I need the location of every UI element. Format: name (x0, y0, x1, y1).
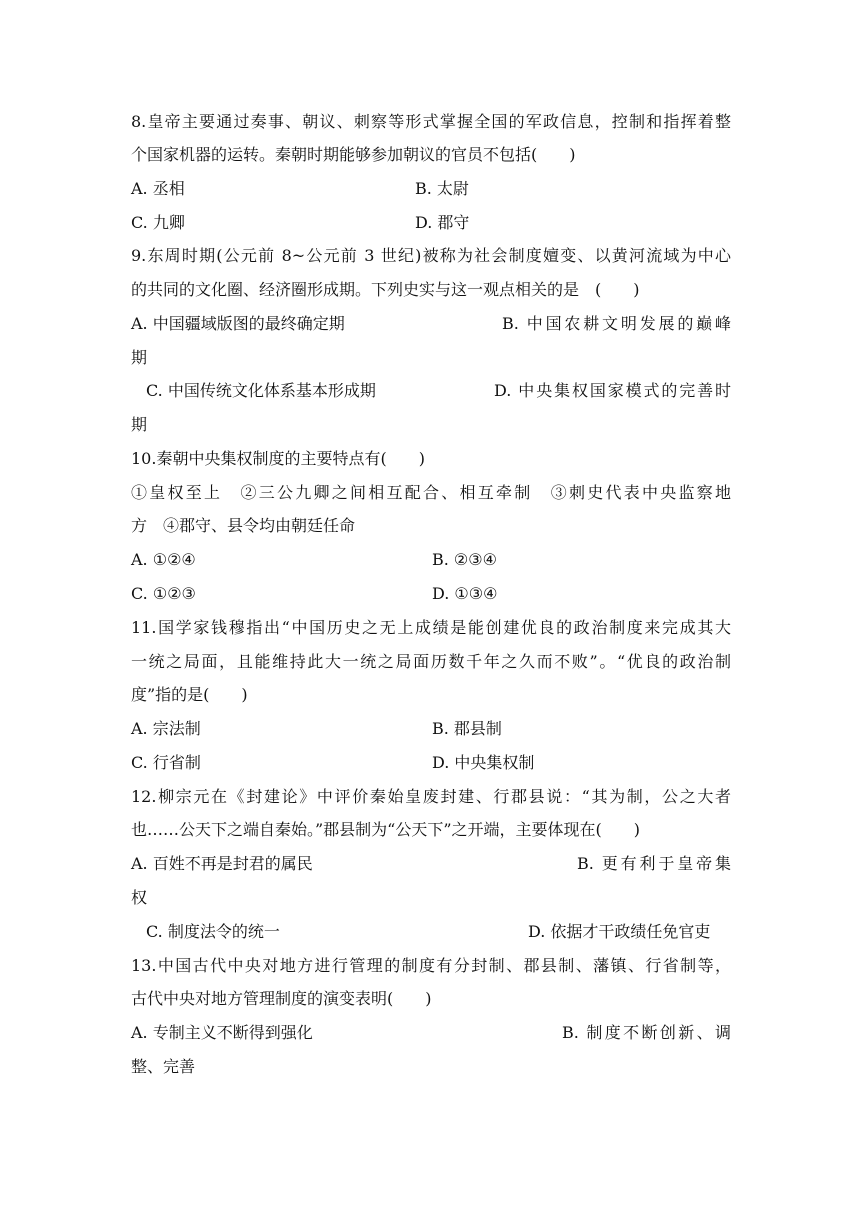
q10-option-b: B. ②③④ (432, 550, 497, 569)
q10-option-a: A. ①②④ (131, 550, 196, 569)
q13-option-b: B. 制度不断创新、调 (562, 1023, 731, 1042)
q8-option-a: A. 丞相 (131, 179, 185, 198)
q13-option-b-cont: 整、完善 (131, 1057, 196, 1076)
q11-stem-line1: 11.国学家钱穆指出“中国历史之无上成绩是能创建优良的政治制度来完成其大 (131, 618, 731, 637)
q12-option-a: A. 百姓不再是封君的属民 (131, 854, 313, 873)
q9-stem-line2: 的共同的文化圈、经济圈形成期。下列史实与这一观点相关的是 ( ) (131, 280, 640, 299)
q10-items-line2: 方 ④郡守、县令均由朝廷任命 (131, 516, 356, 535)
q8-option-c: C. 九卿 (131, 213, 185, 232)
q9-option-d: D. 中央集权国家模式的完善时 (494, 381, 731, 400)
q10-option-c: C. ①②③ (131, 584, 196, 603)
q9-option-b: B. 中国农耕文明发展的巅峰 (502, 314, 731, 333)
q13-stem-line2: 古代中央对地方管理制度的演变表明( ) (131, 989, 432, 1008)
q12-option-b: B. 更有利于皇帝集 (577, 854, 731, 873)
q12-stem-line1: 12.柳宗元在《封建论》中评价秦始皇废封建、行郡县说：“其为制，公之大者 (131, 787, 731, 806)
q8-stem-line1: 8.皇帝主要通过奏事、朝议、刺察等形式掌握全国的军政信息，控制和指挥着整 (131, 112, 731, 131)
q10-items-line1: ①皇权至上 ②三公九卿之间相互配合、相互牵制 ③刺史代表中央监察地 (131, 483, 731, 502)
q12-option-b-cont: 权 (131, 888, 148, 907)
q11-option-b: B. 郡县制 (432, 719, 502, 738)
q12-option-d: D. 依据才干政绩任免官吏 (528, 922, 711, 941)
q12-option-c: C. 制度法令的统一 (146, 922, 280, 941)
q9-option-b-cont: 期 (131, 348, 148, 367)
q8-option-b: B. 太尉 (415, 179, 469, 198)
q13-stem-line1: 13.中国古代中央对地方进行管理的制度有分封制、郡县制、藩镇、行省制等， (131, 956, 731, 975)
q9-option-d-cont: 期 (131, 415, 148, 434)
q11-option-c: C. 行省制 (131, 753, 201, 772)
q9-stem-line1: 9.东周时期(公元前 8~公元前 3 世纪)被称为社会制度嬗变、以黄河流域为中心 (131, 246, 731, 265)
q11-stem-line3: 度”指的是( ) (131, 685, 248, 704)
q8-option-d: D. 郡守 (415, 213, 470, 232)
q13-option-a: A. 专制主义不断得到强化 (131, 1023, 313, 1042)
q10-stem: 10.秦朝中央集权制度的主要特点有( ) (131, 449, 425, 468)
q11-option-a: A. 宗法制 (131, 719, 201, 738)
q9-option-c: C. 中国传统文化体系基本形成期 (146, 381, 376, 400)
q9-option-a: A. 中国疆域版图的最终确定期 (131, 314, 345, 333)
q8-stem-line2: 个国家机器的运转。秦朝时期能够参加朝议的官员不包括( ) (131, 145, 576, 164)
q11-option-d: D. 中央集权制 (432, 753, 535, 772)
q11-stem-line2: 一统之局面，且能维持此大一统之局面历数千年之久而不败”。“优良的政治制 (131, 652, 731, 671)
q10-option-d: D. ①③④ (432, 584, 498, 603)
q12-stem-line2: 也……公天下之端自秦始。”郡县制为“公天下”之开端，主要体现在( ) (131, 820, 641, 839)
